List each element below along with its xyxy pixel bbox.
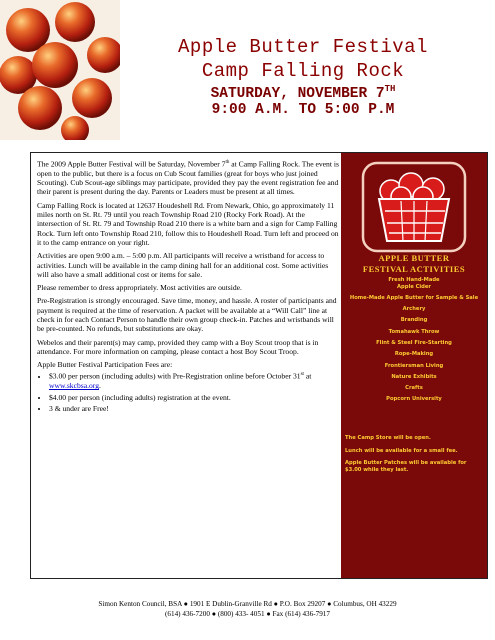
activity-item: Fresh Hand-Made Apple Cider	[388, 277, 440, 290]
patches-note: Apple Butter Patches will be available for $3.00 while they last.	[345, 460, 467, 473]
fees-heading: Apple Butter Festival Participation Fees are:	[37, 360, 173, 370]
intro-suffix: th	[225, 160, 230, 165]
intro-text: The 2009 Apple Butter Festival will be Saturday, November 7	[37, 159, 226, 169]
activities-heading	[341, 253, 487, 275]
dress-paragraph: Please remember to dress appropriately. Most activities are outside.	[37, 283, 242, 293]
fee-text-at: at	[303, 372, 312, 381]
activity-item: Crafts	[405, 385, 423, 392]
fee-item	[49, 370, 339, 390]
event-date-text: SATURDAY, NOVEMBER 7	[210, 85, 385, 102]
fee-text-end: .	[99, 381, 101, 391]
directions-paragraph: Camp Falling Rock is located at 12637 Houdeshell Rd. From Newark, Ohio, go approximately 11 miles north on St. Rt. 79 until you reach Township Road 210 (Rocky Fork Road). At the intersection of St. Rt. 79 and Township Road 210 there is a white barn and a sign for Camp Falling Rock. Turn left onto Township Road 210, follow this to Houdeshell Road. Turn left and proceed on it to the camp entrance on your right.	[37, 200, 339, 247]
activity-item: Branding	[400, 317, 428, 324]
info-box	[30, 152, 488, 579]
fee-suffix: st	[300, 372, 304, 378]
council-address: Simon Kenton Council, BSA ● 1901 E Dublin-Granville Rd ● P.O. Box 29207 ● Columbus, OH 43229	[98, 600, 397, 608]
fee-item: • $4.00 per person (including adults) registration at the event.	[49, 393, 339, 402]
activity-item: Tomahawk Throw	[388, 328, 440, 335]
activities-heading-line2: FESTIVAL ACTIVITIES	[362, 264, 466, 274]
activity-item: Archery	[402, 306, 426, 313]
event-details	[37, 158, 339, 415]
website-link[interactable]: www.skcbsa.org	[49, 381, 99, 391]
intro-text-cont: at Camp Falling Rock. The event is open to the public, but there is a focus on Cub Scout families (great for boys who just joined Scouting). Cub Scout-age siblings may participate, provided they pay the event registration fee and their parent is present during the day. Parents or Leaders must be present at all times.	[37, 159, 339, 197]
activities-heading-line1: APPLE BUTTER	[378, 253, 450, 263]
preregistration-paragraph: Pre-Registration is strongly encouraged. Save time, money, and hassle. A roster of participants and payment is required at the time of reservation. A packet will be available at a “Will Call” line at check in for each Contact Person to handle their own group check-in. Patches and wristbands will be pre-counted. No refunds, but substitutions are okay.	[37, 296, 337, 334]
activity-item: Popcorn University	[386, 396, 442, 403]
activity-item: Home-Made Apple Butter for Sample & Sale	[349, 294, 479, 301]
fees-list	[37, 370, 339, 413]
activities-paragraph: Activities are open 9:00 a.m. – 5:00 p.m. All participants will receive a wristband for access to activities. Lunch will be available in the camp dining hall for an additional cost. Some activities will also have a small additional cost or items for sale.	[37, 251, 329, 279]
event-date-suffix: TH	[384, 84, 396, 94]
camp-name: Camp Falling Rock	[201, 60, 405, 82]
fee-text: $3.00 per person (including adults) with Pre-Registration online before October 31	[49, 372, 301, 381]
event-time: 9:00 A.M. TO 5:00 P.M	[211, 102, 395, 118]
lunch-note: Lunch will be available for a small fee.	[345, 447, 458, 454]
apple-basket-icon	[361, 161, 467, 253]
festival-title: Apple Butter Festival	[178, 36, 428, 58]
event-date	[118, 84, 488, 102]
activities-sidebar	[341, 153, 487, 578]
sidebar-notes	[345, 435, 481, 479]
intro-paragraph	[37, 158, 339, 197]
activity-item: Rope-Making	[394, 351, 434, 358]
fee-item: • 3 & under are Free!	[49, 404, 339, 413]
activities-list	[341, 277, 487, 408]
camp-store-note: The Camp Store will be open.	[345, 435, 431, 441]
footer	[0, 599, 495, 619]
webelos-paragraph: Webelos and their parent(s) may camp, provided they camp with a Boy Scout troop that is in attendance. For more information on camping, please contact a host Boy Scout Troop.	[37, 337, 319, 356]
apples-photo	[0, 0, 120, 140]
activity-item: Flint & Steel Fire-Starting	[376, 339, 452, 346]
council-phone: (614) 436-7200 ● (800) 433- 4051 ● Fax (614) 436-7917	[165, 610, 330, 618]
activity-item: Frontiersman Living	[384, 362, 444, 369]
activity-item: Nature Exhibits	[391, 373, 437, 380]
